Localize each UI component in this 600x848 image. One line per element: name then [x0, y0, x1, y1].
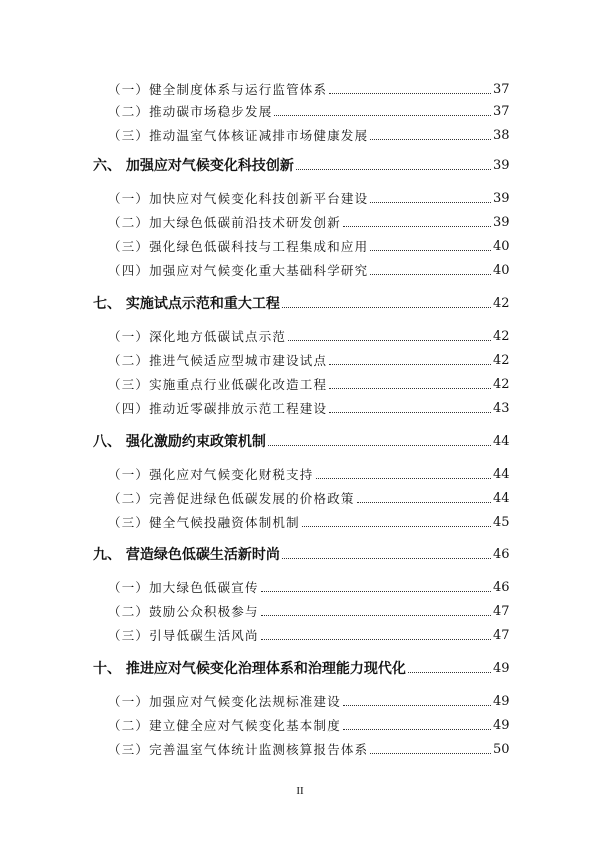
toc-page-number: 44 — [493, 467, 510, 482]
toc-entry-title: （三）引导低碳生活风尚 — [108, 628, 259, 643]
toc-page-number: 42 — [493, 296, 510, 311]
toc-section-entry[interactable] — [0, 655, 600, 677]
toc-subsection-entry[interactable] — [0, 209, 600, 231]
toc-section-entry[interactable] — [0, 152, 600, 174]
toc-entry-title: （三）健全气候投融资体制机制 — [108, 515, 300, 530]
toc-entry-title: 六、 加强应对气候变化科技创新 — [93, 158, 294, 174]
toc-subsection-entry[interactable] — [0, 257, 600, 279]
toc-dot-leader — [274, 115, 491, 116]
toc-page-number: 37 — [493, 82, 510, 97]
toc-page-number: 40 — [493, 263, 510, 278]
toc-entry-title: 七、 实施试点示范和重大工程 — [93, 296, 280, 312]
toc-subsection-entry[interactable] — [0, 712, 600, 734]
toc-page-number: 42 — [493, 377, 510, 392]
toc-subsection-entry[interactable] — [0, 347, 600, 369]
toc-subsection-entry[interactable] — [0, 323, 600, 345]
toc-page-number: 50 — [493, 742, 510, 757]
toc-entry-title: （二）推进气候适应型城市建设试点 — [108, 353, 328, 368]
toc-entry-title: 八、 强化激励约束政策机制 — [93, 434, 266, 450]
toc-entry-title: （二）推动碳市场稳步发展 — [108, 104, 273, 119]
toc-entry-title: （三）强化绿色低碳科技与工程集成和应用 — [108, 239, 369, 254]
toc-page-number: 38 — [493, 128, 510, 143]
toc-entry-title: （四）加强应对气候变化重大基础科学研究 — [108, 263, 369, 278]
toc-page-number: 39 — [493, 191, 510, 206]
toc-entry-title: （一）加大绿色低碳宣传 — [108, 580, 259, 595]
toc-dot-leader — [343, 705, 491, 706]
toc-entry-title: （三）实施重点行业低碳化改造工程 — [108, 377, 328, 392]
toc-page-number: 42 — [493, 353, 510, 368]
toc-page-number: 45 — [493, 515, 510, 530]
toc-entry-title: （三）推动温室气体核证减排市场健康发展 — [108, 128, 369, 143]
toc-entry-title: （四）推动近零碳排放示范工程建设 — [108, 401, 328, 416]
toc-entry-title: （二）完善促进绿色低碳发展的价格政策 — [108, 491, 355, 506]
toc-entry-title: （一）强化应对气候变化财税支持 — [108, 467, 314, 482]
toc-page-number: 40 — [493, 239, 510, 254]
toc-page-number: 47 — [493, 628, 510, 643]
toc-dot-leader — [261, 591, 491, 592]
toc-entry-title: （一）加快应对气候变化科技创新平台建设 — [108, 191, 369, 206]
toc-dot-leader — [370, 250, 491, 251]
toc-dot-leader — [329, 364, 491, 365]
toc-entry-title: （二）鼓励公众积极参与 — [108, 604, 259, 619]
toc-subsection-entry[interactable] — [0, 622, 600, 644]
toc-subsection-entry[interactable] — [0, 371, 600, 393]
toc-entry-title: （三）完善温室气体统计监测核算报告体系 — [108, 742, 369, 757]
toc-subsection-entry[interactable] — [0, 185, 600, 207]
toc-dot-leader — [329, 93, 491, 94]
toc-subsection-entry[interactable] — [0, 598, 600, 620]
toc-entry-title: （二）加大绿色低碳前沿技术研发创新 — [108, 215, 341, 230]
toc-dot-leader — [343, 226, 491, 227]
toc-dot-leader — [329, 388, 491, 389]
toc-dot-leader — [370, 753, 491, 754]
toc-dot-leader — [408, 672, 491, 673]
toc-page-number: 39 — [493, 215, 510, 230]
toc-subsection-entry[interactable] — [0, 736, 600, 758]
toc-page-number: 44 — [493, 491, 510, 506]
toc-page-number: 37 — [493, 104, 510, 119]
toc-section-entry[interactable] — [0, 290, 600, 312]
toc-page-number: 49 — [493, 661, 510, 676]
toc-dot-leader — [370, 274, 491, 275]
toc-page-number: 42 — [493, 329, 510, 344]
toc-section-entry[interactable] — [0, 428, 600, 450]
toc-subsection-entry[interactable] — [0, 233, 600, 255]
toc-entry-title: （二）建立健全应对气候变化基本制度 — [108, 718, 341, 733]
toc-subsection-entry[interactable] — [0, 76, 600, 98]
toc-dot-leader — [261, 639, 491, 640]
toc-entry-title: 九、 营造绿色低碳生活新时尚 — [93, 547, 280, 563]
toc-entry-title: （一）加强应对气候变化法规标准建设 — [108, 694, 341, 709]
toc-dot-leader — [316, 478, 491, 479]
page-footer-number: II — [296, 785, 304, 797]
toc-dot-leader — [268, 445, 491, 446]
toc-subsection-entry[interactable] — [0, 395, 600, 417]
toc-page-number: 46 — [493, 547, 510, 562]
toc-page-number: 49 — [493, 694, 510, 709]
toc-dot-leader — [282, 558, 491, 559]
toc-page-number: 39 — [493, 158, 510, 173]
toc-subsection-entry[interactable] — [0, 461, 600, 483]
toc-dot-leader — [357, 502, 491, 503]
toc-page-number: 43 — [493, 401, 510, 416]
toc-page-number: 49 — [493, 718, 510, 733]
toc-dot-leader — [296, 169, 491, 170]
toc-page-number: 47 — [493, 604, 510, 619]
toc-dot-leader — [370, 139, 491, 140]
toc-page-number: 46 — [493, 580, 510, 595]
toc-dot-leader — [343, 729, 491, 730]
toc-entry-title: （一）健全制度体系与运行监管体系 — [108, 82, 328, 97]
toc-dot-leader — [261, 615, 491, 616]
toc-subsection-entry[interactable] — [0, 509, 600, 531]
toc-subsection-entry[interactable] — [0, 122, 600, 144]
toc-dot-leader — [302, 526, 491, 527]
toc-entry-title: 十、 推进应对气候变化治理体系和治理能力现代化 — [93, 661, 406, 677]
toc-dot-leader — [288, 340, 491, 341]
toc-subsection-entry[interactable] — [0, 574, 600, 596]
toc-subsection-entry[interactable] — [0, 688, 600, 710]
toc-dot-leader — [282, 307, 491, 308]
toc-subsection-entry[interactable] — [0, 98, 600, 120]
toc-page-number: 44 — [493, 434, 510, 449]
toc-section-entry[interactable] — [0, 541, 600, 563]
toc-dot-leader — [329, 412, 491, 413]
toc-subsection-entry[interactable] — [0, 485, 600, 507]
toc-entry-title: （一）深化地方低碳试点示范 — [108, 329, 287, 344]
toc-dot-leader — [370, 202, 491, 203]
